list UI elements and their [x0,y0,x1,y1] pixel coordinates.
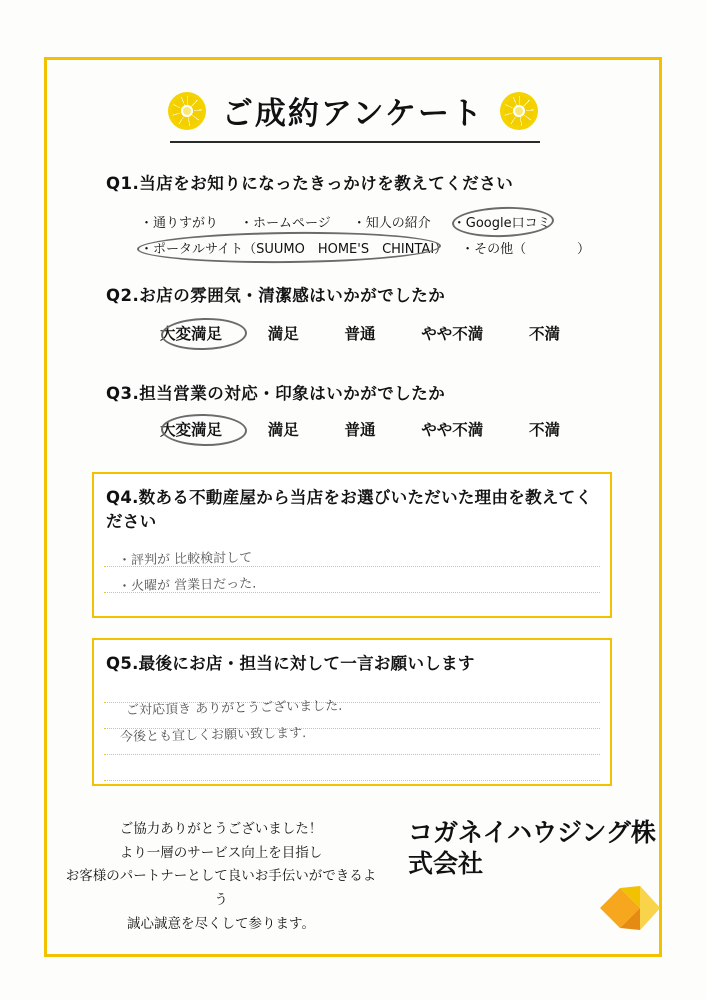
citrus-slice-icon [168,92,206,130]
company-name [408,818,658,879]
q3-scale-option[interactable]: やや不満 [421,421,484,439]
question-1-options-row-2 [140,238,590,257]
q2-scale-option[interactable]: 不満 [528,325,560,343]
question-2-scale [160,322,560,344]
footer-message-line: ご協力ありがとうございました！ [119,821,323,837]
company-name-line: コガネイハウジング株 [408,818,656,847]
q3-scale-option[interactable]: 満足 [267,421,299,439]
q1-option-other[interactable]: ・その他（ [461,242,527,257]
q1-other-close-paren: ） [576,242,590,257]
q4-handwritten-answer: ・火曜が 営業日だった. [117,576,257,595]
q1-option[interactable]: ・知人の紹介 [352,216,431,231]
q2-scale-option[interactable]: 大変満足 [160,325,223,343]
q2-scale-option[interactable]: 普通 [344,325,376,343]
q1-option[interactable]: ・ホームページ [240,216,331,231]
q2-scale-option[interactable]: 満足 [267,325,299,343]
q5-writing-line[interactable] [104,780,600,781]
question-1-options-row-1 [140,212,570,231]
title-underline [170,141,540,143]
q1-option-portal-site[interactable]: ・ポータルサイト（SUUMO HOME'S CHINTAI） [140,242,448,257]
q3-scale-option[interactable]: 普通 [344,421,376,439]
question-4-heading: Q4.数ある不動産屋から当店をお選びいただいた理由を教えてください [106,488,593,531]
q4-handwritten-answer: ・評判が 比較検討して [117,550,253,569]
page-title-text: ご成約アンケート [221,96,485,132]
footer-message [62,818,380,936]
q1-option[interactable]: ・通りすがり [140,216,219,231]
footer-message-line: お客様のパートナーとして良いお手伝いができるよう [65,868,377,908]
q5-writing-line[interactable] [104,754,600,755]
question-5-heading: Q5.最後にお店・担当に対して一言お願いします [106,654,475,673]
question-3-scale [160,418,560,440]
q1-option-google-review[interactable]: ・Google口コミ [452,216,551,231]
q5-handwritten-answer: ご対応頂き ありがとうございました. [125,698,343,719]
footer-message-line: 誠心誠意を尽くして参ります。 [127,915,315,932]
q5-handwritten-answer: 今後とも宜しくお願い致します. [119,726,307,745]
q3-scale-option[interactable]: 大変満足 [160,421,223,439]
question-1-heading: Q1.当店をお知りになったきっかけを教えてください [106,174,514,193]
footer-message-line: より一層のサービス向上を目指し [119,844,323,861]
page-title [44,88,662,133]
question-3-heading: Q3.担当営業の対応・印象はいかがでしたか [106,384,446,403]
question-4-box [92,472,612,618]
company-name-line: 式会社 [408,848,484,878]
q3-scale-option[interactable]: 不満 [528,421,560,439]
pencil-logo-icon [598,878,666,934]
citrus-slice-icon [500,92,538,130]
question-2-heading: Q2.お店の雰囲気・清潔感はいかがでしたか [106,286,446,305]
q2-scale-option[interactable]: やや不満 [421,325,484,343]
